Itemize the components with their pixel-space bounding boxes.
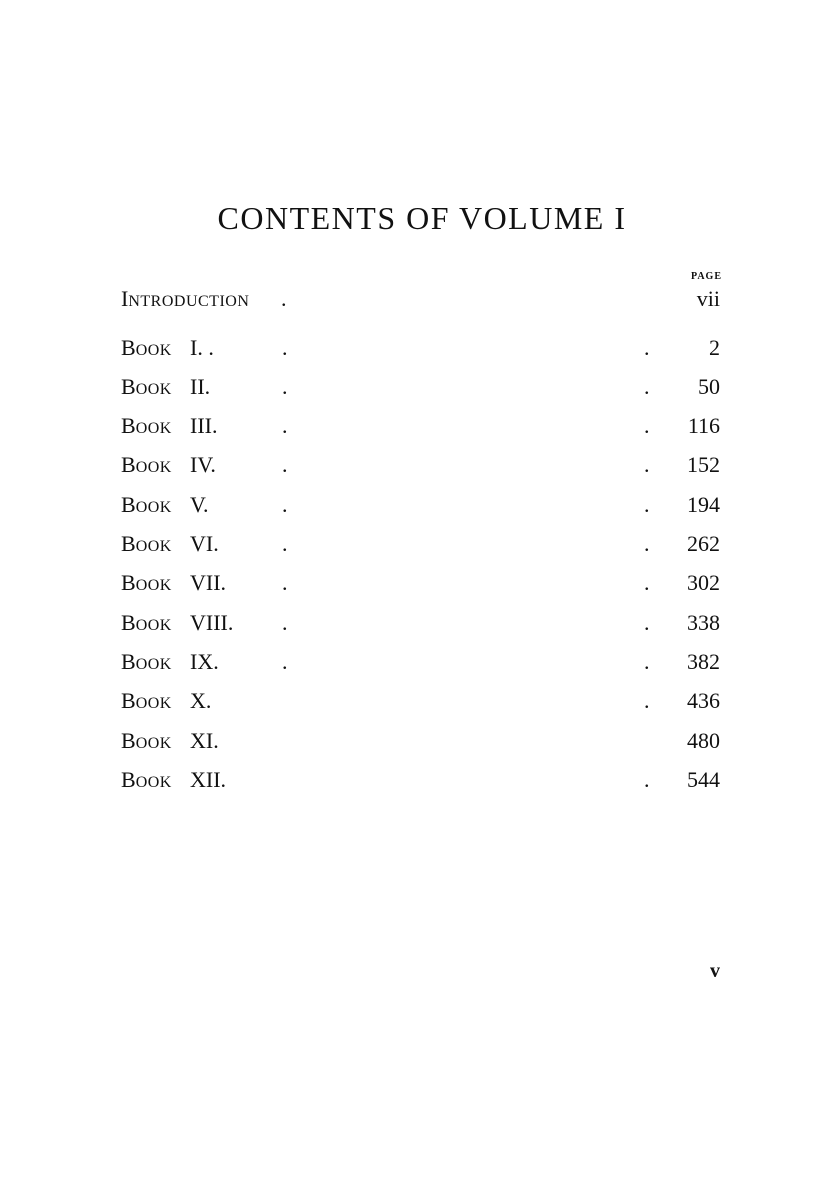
toc-entry-label (121, 335, 172, 361)
dot-leader: . (644, 688, 650, 713)
toc-entry-label (121, 728, 172, 754)
small-caps-initial: B (121, 492, 136, 517)
toc-entry-label (121, 610, 172, 636)
toc-entry-label (121, 286, 249, 312)
toc-entry-book-8 (121, 610, 720, 640)
dot-leader: . (644, 610, 650, 635)
small-caps-initial: B (121, 649, 136, 674)
dot-leader: . (644, 335, 650, 360)
toc-entry-label (121, 688, 172, 714)
toc-page-number: vii (696, 286, 720, 311)
dot-leader: . (644, 374, 650, 399)
small-caps-initial: B (121, 335, 136, 360)
toc-entry-book-3 (121, 413, 720, 443)
small-caps-initial: B (121, 452, 136, 477)
small-caps-rest: OOK (135, 735, 172, 752)
toc-entry-book-12 (121, 767, 720, 797)
toc-entry-book-9 (121, 649, 720, 679)
toc-page-number: 2 (709, 335, 720, 360)
book-number: V. (190, 492, 209, 517)
dot-leader: . (282, 335, 288, 360)
dot-leader: . (282, 610, 288, 635)
toc-entry-label (121, 570, 172, 596)
dot-leader: . (282, 374, 288, 399)
toc-entry-book-6 (121, 531, 720, 561)
toc-page-number: 480 (687, 728, 720, 753)
toc-page-number: 116 (687, 413, 720, 438)
small-caps-rest: OOK (135, 617, 172, 634)
dot-leader: . (282, 452, 288, 477)
dot-leader: . (644, 649, 650, 674)
book-number: XII. (190, 767, 227, 792)
toc-entry-book-5 (121, 492, 720, 522)
toc-entry-label (121, 649, 172, 675)
small-caps-rest: OOK (135, 499, 172, 516)
small-caps-rest: NTRODUCTION (128, 293, 250, 310)
toc-entry-label (121, 492, 172, 518)
small-caps-initial: B (121, 413, 136, 438)
small-caps-rest: OOK (135, 695, 172, 712)
small-caps-rest: OOK (135, 656, 172, 673)
toc-entry-book-11 (121, 728, 720, 758)
toc-page-number: 50 (698, 374, 720, 399)
toc-entry-book-1 (121, 335, 720, 365)
dot-leader: . (282, 492, 288, 517)
book-number: VI. (190, 531, 219, 556)
toc-page-number: 382 (687, 649, 720, 674)
book-number: XI. (190, 728, 219, 753)
small-caps-rest: OOK (135, 577, 172, 594)
small-caps-rest: OOK (135, 774, 172, 791)
small-caps-rest: OOK (135, 420, 172, 437)
toc-page-number: 544 (687, 767, 720, 792)
small-caps-initial: B (121, 767, 136, 792)
toc-entry-book-4 (121, 452, 720, 482)
small-caps-initial: B (121, 531, 136, 556)
toc-page-number: 152 (687, 452, 720, 477)
dot-leader: . (282, 531, 288, 556)
book-number: III. (190, 413, 218, 438)
toc-entry-introduction (121, 286, 720, 316)
small-caps-initial: B (121, 610, 136, 635)
small-caps-rest: OOK (135, 342, 172, 359)
small-caps-initial: I (121, 286, 129, 311)
toc-entry-label (121, 531, 172, 557)
dot-leader: . (282, 570, 288, 595)
toc-page-number: 194 (687, 492, 720, 517)
toc-page-number: 262 (687, 531, 720, 556)
dot-leader: . (644, 570, 650, 595)
dot-leader: . (644, 492, 650, 517)
small-caps-initial: B (121, 688, 136, 713)
book-number: IV. (190, 452, 216, 477)
dot-leader: . (644, 413, 650, 438)
small-caps-initial: B (121, 374, 136, 399)
dot-leader: . (644, 767, 650, 792)
toc-entry-label (121, 413, 172, 439)
small-caps-rest: OOK (135, 381, 172, 398)
page-column-label: PAGE (690, 271, 722, 282)
book-number: VIII. (190, 610, 234, 635)
toc-entry-book-7 (121, 570, 720, 600)
toc-page-number: 436 (687, 688, 720, 713)
page-title: CONTENTS OF VOLUME I (217, 200, 627, 236)
toc-entry-label (121, 374, 172, 400)
toc-page-number: 302 (687, 570, 720, 595)
toc-entry-label (121, 452, 172, 478)
dot-leader: . (282, 649, 288, 674)
book-number: II. (190, 374, 211, 399)
toc-entry-book-10 (121, 688, 720, 718)
toc-entry-label (121, 767, 172, 793)
folio-page-number: v (710, 960, 720, 982)
dot-leader: . (644, 452, 650, 477)
book-number: X. (190, 688, 212, 713)
dot-leader: . (281, 286, 287, 311)
book-number: I. . (190, 335, 214, 360)
small-caps-initial: B (121, 570, 136, 595)
book-number: IX. (190, 649, 219, 674)
toc-entry-book-2 (121, 374, 720, 404)
book-number: VII. (190, 570, 227, 595)
dot-leader: . (644, 531, 650, 556)
small-caps-rest: OOK (135, 459, 172, 476)
small-caps-rest: OOK (135, 538, 172, 555)
small-caps-initial: B (121, 728, 136, 753)
dot-leader: . (282, 413, 288, 438)
toc-page-number: 338 (687, 610, 720, 635)
